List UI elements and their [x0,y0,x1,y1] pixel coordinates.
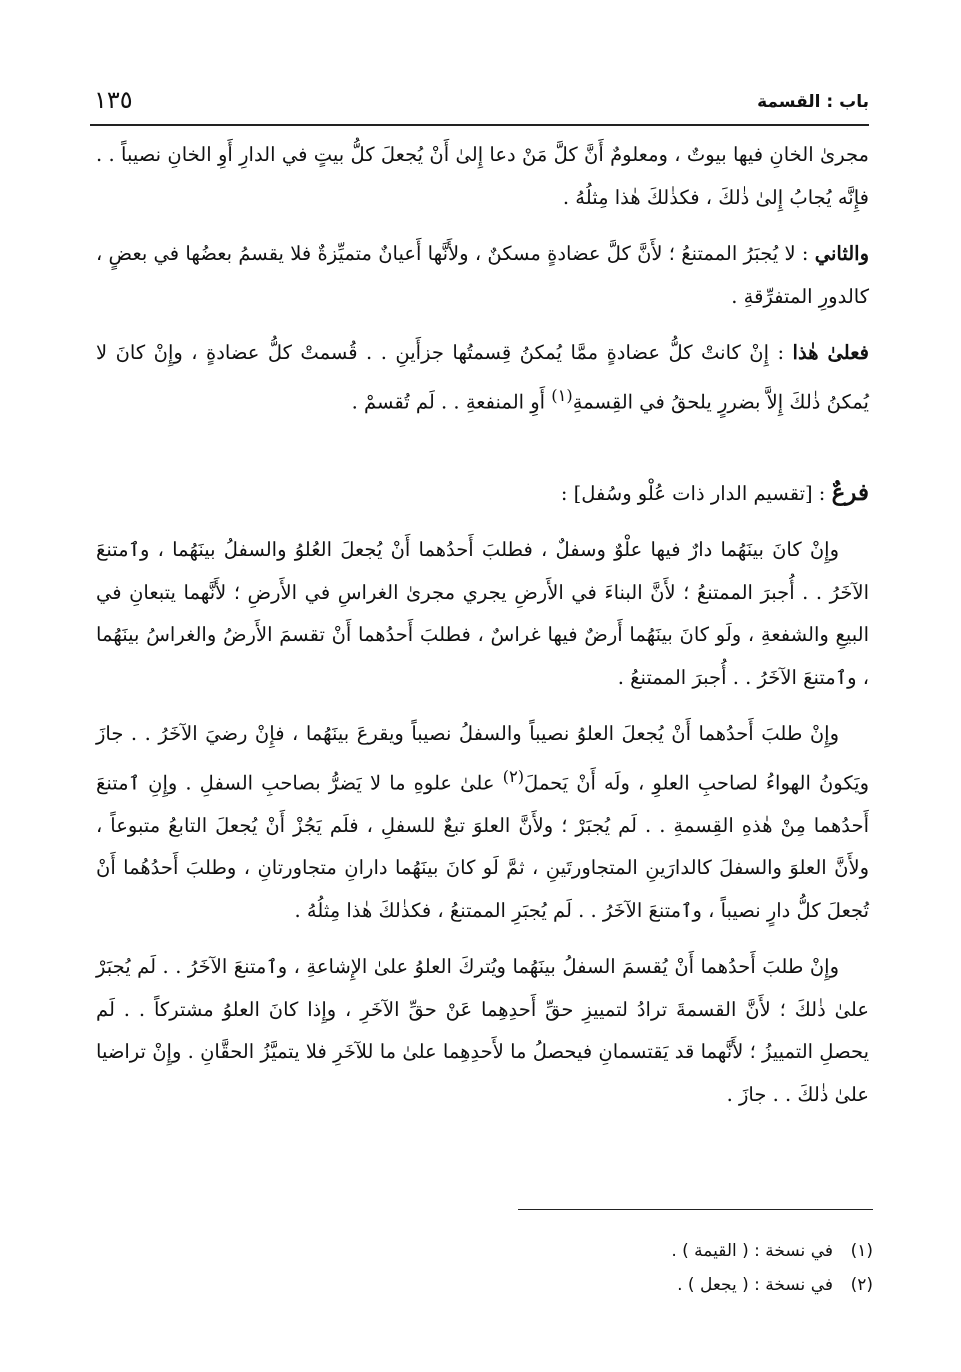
header-rule [90,124,869,126]
paragraph-lead: فعلىٰ هٰذا [792,341,869,364]
paragraph-text: مجرىٰ الخانِ فيها بيوتٌ ، ومعلومٌ أَنَّ كلَّ مَنْ دعا إِلىٰ أَنْ يُجعلَ كلُّ بيتٍ في الدارِ أَوِ الخانِ نصيباً . . فإِنَّه يُجابُ إِلىٰ ذٰلكَ ، فكذٰلكَ هٰذا مِثلُهُ . [96,143,869,209]
paragraph [96,233,869,318]
paragraph-lead: والثاني [814,242,869,265]
footnote-text: في نسخة : ( يجعل ) . [677,1275,833,1295]
paragraph-text: وإِنْ طلبَ أَحدُهما أَنْ يُقسمَ السفلُ بينَهُما ويُتركَ العلوُ علىٰ الإِشاعةِ ، وٱمتنعَ الآخَرُ . . لَم يُجبَرْ علىٰ ذٰلكَ ؛ لأَنَّ القسمةَ ترادُ لتمييزِ حقِّ أَحدِهِما عَنْ حقِّ الآخَرِ ، وإِذا كانَ العلوُ مشتركاً . . لَم يحصلِ التمييزُ ؛ لأَنَّهما قد يَقتسمانِ فيحصلُ ما لأَحدِهِما علىٰ ما للآخَرِ فلا يتميَّزُ الحقَّانِ . وإِنْ تراضيا علىٰ ذٰلكَ . . جازَ . [96,955,869,1106]
footnotes [96,1234,873,1302]
branch-lead: فرعٌ [831,478,869,506]
footnote-number: (٢) [850,1275,873,1295]
footnote-ref: (٢) [502,766,525,786]
footnote [96,1234,873,1268]
footnote [96,1268,873,1302]
paragraph [96,713,869,932]
branch-heading [96,472,869,516]
paragraph [96,946,869,1116]
paragraph-text: : إِنْ كانتْ كلُّ عضادةٍ ممَّا يُمكنُ قِسمتُها جزأَينِ . . قُسمتْ كلُّ عضادةٍ ، وإِنْ كانَ لا يُمكنُ ذٰلكَ إِلاَّ بضررٍ يلحقُ في القِسمةِ [96,341,869,413]
paragraph-text: : لا يُجبَرُ الممتنعُ ؛ لأَنَّ كلَّ عضادةٍ مسكنٌ ، ولأَنَّها أَعيانٌ متميِّزةٌ فلا يقسمُ بعضُها في بعضٍ ، كالدورِ المتفرِّقةِ . [96,242,869,308]
paragraph-text: وإِنْ طلبَ أَحدُهما أَنْ يُجعلَ العلوُ نصيباً والسفلُ نصيباً ويقرعَ بينَهُما ، فإِنْ رضيَ الآخَرُ . . جازَ ويَكونُ الهواءُ لصاحبِ العلوِ ، ولَه أَنْ يَحملَ [96,722,869,794]
paragraph-text: أَوِ المنفعةِ . . لَم تُقسمْ . [351,390,552,413]
paragraph-text: علىٰ علوهِ ما لا يَضرُّ بصاحبِ السفلِ . وإِنِ ٱمتنعَ أَحدُهما مِنْ هٰذهِ القِسمةِ . . لَم يُجبَرْ ؛ ولأَنَّ العلوَ تبعٌ للسفلِ ، فلَم يَجُزْ أَنْ يُجعلَ التابعُ متبوعاً ، ولأَنَّ العلوَ والسفلَ كالدارَينِ المتجاورتَينِ ، ثمَّ لَو كانَ بينَهُما دارانِ متجاورتانِ ، وطلبَ أَحدُهُما أَنْ تُجعلَ كلُّ دارٍ نصيباً ، وٱمتنعَ الآخَرُ . . لَم يُجبَرِ الممتنعُ ، فكذٰلكَ هٰذا مِثلُهُ . [96,771,869,922]
footnote-ref: (١) [551,385,573,405]
paragraph [96,134,869,219]
paragraph-text: وإِنْ كانَ بينَهُما دارٌ فيها علْوٌ وسفلٌ ، فطلبَ أَحدُهما أَنْ يُجعلَ العُلوُ والسفلُ بينَهُما ، وٱمتنعَ الآخَرُ . . أُجبرَ الممتنعُ ؛ لأَنَّ البناءَ في الأَرضِ يجري مجرىٰ الغراسِ في الأَرضِ ؛ لأَنَّهما يتبعانِ في البيعِ والشفعةِ ، ولَو كانَ بينَهُما أَرضٌ فيها غراسٌ ، فطلبَ أَحدُهما أَنْ تقسمَ الأَرضُ والغراسُ بينَهُما ، وٱمتنعَ الآخَرُ . . أُجبرَ الممتنعُ . [96,538,869,689]
footnote-number: (١) [850,1241,873,1261]
running-title: باب : القسمة [757,92,869,112]
footnote-text: في نسخة : ( القيمة ) . [671,1241,833,1261]
paragraph [96,529,869,699]
page-number: ١٣٥ [94,86,133,114]
branch-title: : [تقسيم الدار ذات عُلْو وسُفل] : [560,481,832,505]
footnote-rule [518,1209,873,1210]
paragraph [96,332,869,424]
main-text [96,134,869,1130]
page-header [90,82,871,122]
